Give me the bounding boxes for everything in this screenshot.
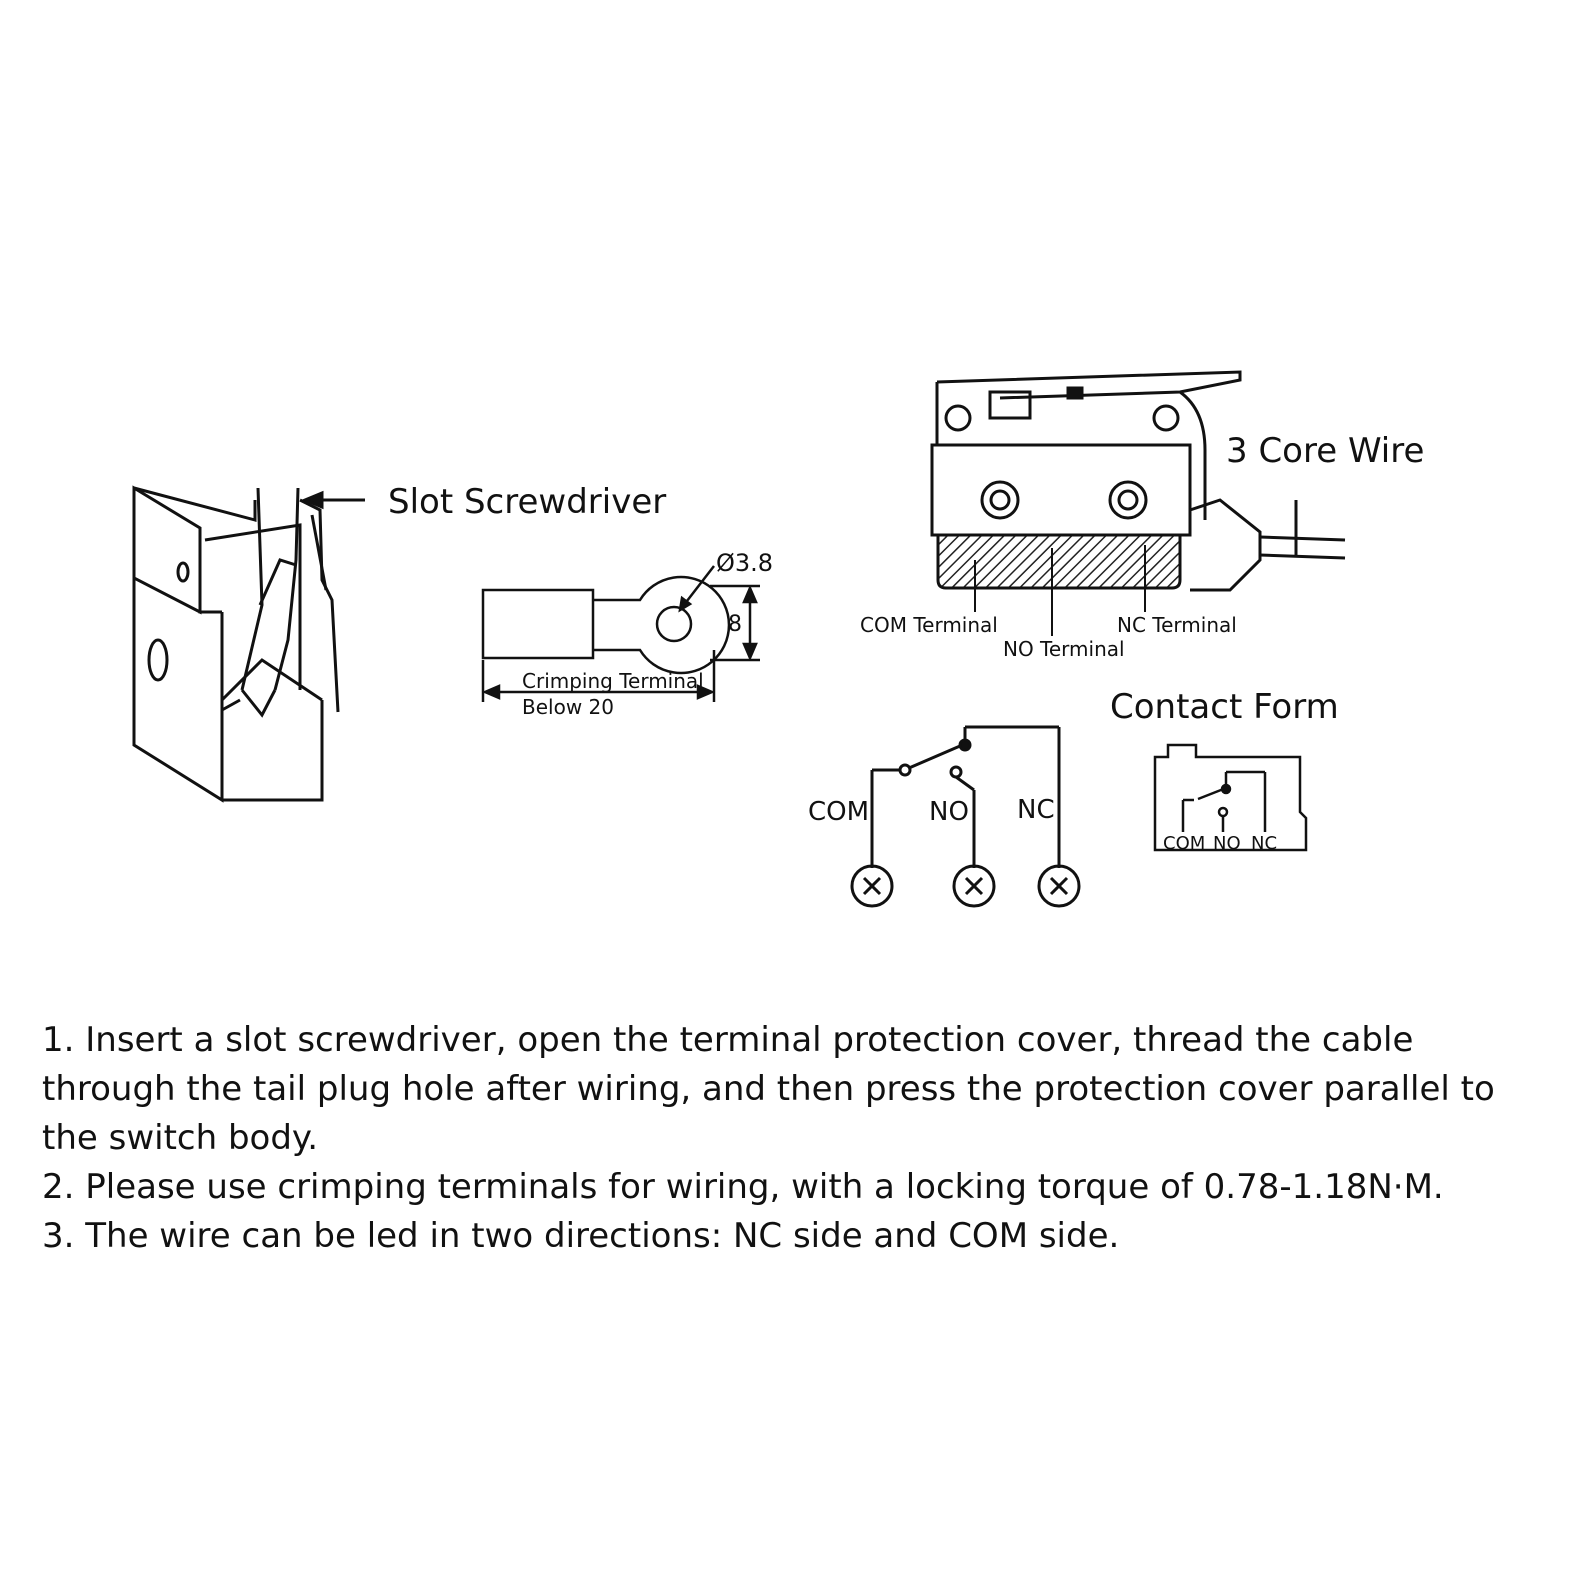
screwdriver-illustration — [134, 488, 365, 800]
mini-no-label: NO — [1213, 833, 1241, 854]
schematic-no-label: NO — [929, 797, 969, 827]
mini-nc-label: NC — [1251, 833, 1278, 854]
instructions — [42, 1016, 1542, 1261]
micro-switch-illustration — [932, 372, 1345, 636]
nc-terminal-label: NC Terminal — [1117, 613, 1237, 637]
instruction-2: 2. Please use crimping terminals for wiring, with a locking torque of 0.78-1.18N·M. — [42, 1167, 1444, 1207]
height-dimension-label: 8 — [728, 612, 742, 637]
three-core-wire-label: 3 Core Wire — [1226, 431, 1425, 471]
crimping-terminal-label: Crimping Terminal — [522, 669, 704, 693]
below-20-label: Below 20 — [522, 695, 614, 719]
schematic-com-label: COM — [808, 797, 870, 827]
no-terminal-label: NO Terminal — [1003, 637, 1125, 661]
diameter-label: Ø3.8 — [716, 549, 774, 577]
contact-form-label: Contact Form — [1110, 687, 1339, 727]
mini-com-label: COM — [1163, 833, 1206, 854]
slot-screwdriver-label: Slot Screwdriver — [388, 482, 667, 522]
instruction-1: 1. Insert a slot screwdriver, open the terminal protection cover, thread the cable through the tail plug hole after wiring, and then press the protection cover parallel to the switch body. — [42, 1020, 1495, 1158]
schematic-nc-label: NC — [1017, 795, 1055, 825]
com-terminal-label: COM Terminal — [860, 613, 998, 637]
instruction-3: 3. The wire can be led in two directions: NC side and COM side. — [42, 1216, 1120, 1256]
